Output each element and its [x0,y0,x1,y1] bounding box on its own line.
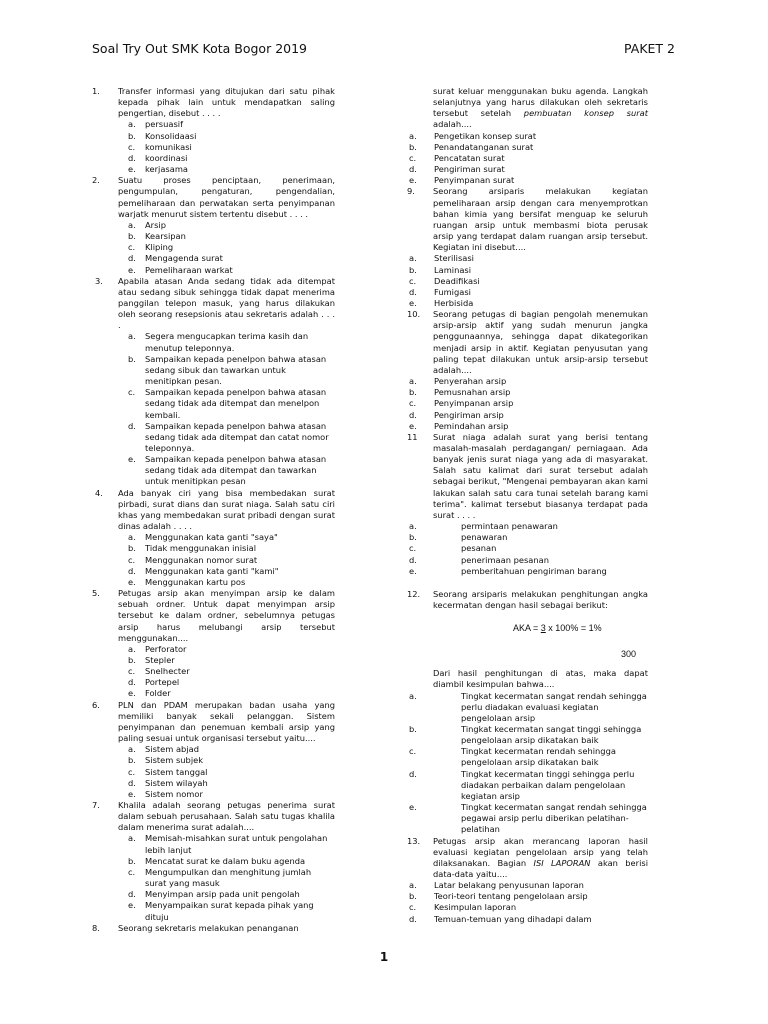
answer-option[interactable] [92,119,335,130]
option-letter: c. [128,141,136,152]
answer-option[interactable] [92,755,335,766]
answer-option[interactable] [407,880,648,891]
option-text: Deadifikasi [434,275,480,286]
question-12 [407,589,648,691]
right-column [407,86,648,925]
option-text: pesanan [461,543,497,554]
option-text: Pemindahan arsip [434,420,509,431]
option-letter: b. [128,353,136,364]
question-text-italic: pembuatan konsep surat [523,108,648,119]
question-13 [407,836,648,881]
option-text: Herbisida [434,297,474,308]
question-text: Surat niaga adalah surat yang berisi tentang masalah-masalah perdagangan/ perniagaan. Ada banyak jenis surat niaga yang ada di masyarakat. Salah satu kalimat dari surat tersebut adalah sebagai berikut, "Mengenai pembayaran akan kami lakukan salah satu cara tunai setelah barang kami terima". kalimat tersebut biasanya terdapat pada surat . . . . [433,431,648,520]
question-10 [407,309,648,376]
answer-option[interactable] [92,142,335,153]
answer-option[interactable] [407,421,648,432]
answer-options [92,744,335,800]
question-9 [407,186,648,253]
answer-option[interactable] [92,778,335,789]
option-text: Arsip [145,219,166,230]
answer-option[interactable] [407,265,648,276]
answer-options [92,833,335,922]
option-letter: e. [128,900,136,911]
option-text: komunikasi [145,141,192,152]
answer-options [92,644,335,700]
question-text: Seorang arsiparis melakukan penghitungan angka kecermatan dengan hasil sebagai berikut: [433,588,648,611]
answer-option[interactable] [92,164,335,175]
answer-option[interactable] [92,387,335,420]
option-text: Pemeliharaan warkat [145,264,233,275]
option-text: Sterilisasi [434,253,474,264]
right-questions [407,186,648,576]
option-letter: a. [409,880,417,891]
option-letter: a. [128,833,136,844]
question-text: Ada banyak ciri yang bisa membedakan surat pirbadi, surat dians dan surat niaga. Salah satu ciri khas yang membedakan surat pribadi dengan surat dinas adalah . . . . [118,487,335,532]
option-letter: d. [128,253,136,264]
option-text: Fumigasi [434,286,471,297]
option-text: Latar belakang penyusunan laporan [434,880,584,891]
option-text: Tingkat kecermatan tinggi sehingga perlu diadakan perbaikan dalam pengelolaan kegiatan arsip [461,768,635,801]
option-letter: b. [409,723,417,734]
answer-option[interactable] [92,265,335,276]
option-text: Mengumpulkan dan menghitung jumlah surat yang masuk [145,866,312,889]
option-text: Menggunakan kartu pos [145,576,246,587]
answer-option[interactable] [92,644,335,655]
answer-option[interactable] [407,376,648,387]
option-letter: a. [128,643,136,654]
option-letter: b. [128,231,136,242]
question-2 [92,175,335,220]
question-11 [407,432,648,521]
question-1 [92,86,335,119]
option-letter: a. [409,690,417,701]
question-text: PLN dan PDAM merupakan badan usaha yang memiliki banyak sekali pelanggan. Sistem penyimpanan dan penemuan kembali arsip yang paling sesuai untuk organisasi tersebut yaitu.... [118,699,335,744]
page-number: 1 [379,950,389,964]
answer-option[interactable] [407,902,648,913]
option-letter: e. [409,565,417,576]
option-text: Menyimpan arsip pada unit pengolah [145,889,300,900]
option-letter: e. [409,175,417,186]
answer-option[interactable] [92,532,335,543]
question-text: Seorang arsiparis melakukan kegiatan pemeliharaan arsip dengan cara menyemprotkan bahan kimia yang bersifat menguap ke seluruh ruangan arsip untuk membasmi biota perusak arsip yang terdapat dalam ruangan arsip tersebut. Kegiatan ini disebut.... [433,186,648,253]
option-letter: b. [128,130,136,141]
option-letter: c. [128,554,136,565]
answer-option[interactable] [92,220,335,231]
option-text: Kearsipan [145,231,186,242]
accuracy-formula [433,611,648,660]
option-text: kerjasama [145,164,188,175]
answer-option[interactable] [407,914,648,925]
question-number: 4. [95,487,103,498]
answer-option[interactable] [407,746,648,768]
option-text: Sistem tanggal [145,766,208,777]
option-letter: c. [128,242,136,253]
option-letter: d. [128,889,136,900]
option-text: Tingkat kecermatan sangat tinggi sehingga pengelolaan arsip dikatakan baik [461,723,642,746]
option-letter: b. [409,141,417,152]
option-letter: e. [409,297,417,308]
option-text: Kesimpulan laporan [434,902,517,913]
option-text: Menyampaikan surat kepada pihak yang dituju [145,900,314,922]
question-number: 9. [407,186,415,197]
answer-option[interactable] [92,242,335,253]
answer-options [92,220,335,276]
answer-option[interactable] [407,691,648,724]
question-text: adalah.... [433,119,472,130]
option-letter: a. [128,219,136,230]
option-text: Perforator [145,643,187,654]
answer-option[interactable] [407,253,648,264]
option-letter: d. [128,777,136,788]
answer-option[interactable] [407,769,648,802]
option-text: Sampaikan kepada penelpon bahwa atasan sedang sibuk dan tawarkan untuk menitipkan pesan. [145,353,327,387]
answer-option[interactable] [92,889,335,900]
option-text: Tingkat kecermatan sangat rendah sehingga perlu diadakan evaluasi kegiatan pengelolaan arsip [461,690,647,723]
option-text: Stepler [145,654,175,665]
option-text: Penyimpanan arsip [434,398,514,409]
question-3 [92,276,335,332]
answer-option[interactable] [407,287,648,298]
question-8 [92,923,335,934]
answer-option[interactable] [92,543,335,554]
question-number: 6. [92,699,100,710]
question-number: 5. [92,588,100,599]
question-number: 11 [407,431,418,442]
answer-option[interactable] [407,532,648,543]
formula-left: AKA = [513,623,541,634]
question-number: 2. [92,175,100,186]
option-letter: c. [128,666,136,677]
option-letter: d. [128,565,136,576]
option-letter: c. [409,275,417,286]
answer-option[interactable] [92,655,335,666]
answer-options [407,376,648,432]
answer-options [92,532,335,588]
option-letter: d. [409,286,417,297]
question-8-continuation [407,86,648,131]
answer-option[interactable] [92,253,335,264]
option-text: Tingkat kecermatan sangat rendah sehingga pegawai arsip perlu diberikan pelatihan-pelatihan [461,802,647,835]
answer-option[interactable] [407,298,648,309]
option-letter: b. [128,543,136,554]
answer-option[interactable] [92,231,335,242]
option-text: Menggunakan kata ganti "kami" [145,565,279,576]
option-text: Mengagenda surat [145,253,223,264]
answer-option[interactable] [407,153,648,164]
option-text: penawaran [461,532,508,543]
question-number: 7. [92,800,100,810]
option-letter: e. [128,164,136,175]
option-text: Pencatatan surat [434,152,505,163]
question-text-italic: ISI LAPORAN [533,857,591,868]
question-5 [92,588,335,644]
option-letter: b. [409,264,417,275]
option-text: Sampaikan kepada penelpon bahwa atasan sedang tidak ada ditempat dan tawarkan untuk menitipkan pesan [145,454,327,487]
question-text: Apabila atasan Anda sedang tidak ada ditempat atau sedang sibuk sehingga tidak dapat menerima panggilan telepon masuk, yang harus dilakukan oleh seorang resepsionis atau sekretaris adalah . . . . [118,275,335,331]
option-text: Menggunakan nomor surat [145,554,258,565]
answer-option[interactable] [92,566,335,577]
option-text: Memisah-misahkan surat untuk pengolahan lebih lanjut [145,833,328,855]
question-text: Transfer informasi yang ditujukan dari satu pihak kepada pihak lain untuk mendapatkan saling pengertian, disebut . . . . [118,86,335,119]
question-text: Suatu proses penciptaan, penerimaan, pengumpulan, pengaturan, pengendalian, pemeliharaan dan perwatakan serta penyimpanan warjatk menurut sistem tertentu disebut . . . . [118,175,335,219]
answer-options [407,131,648,187]
option-letter: c. [128,866,136,877]
option-text: persuasif [145,119,183,130]
answer-option[interactable] [407,543,648,554]
option-letter: c. [409,152,417,163]
answer-option[interactable] [92,833,335,855]
option-text: Sampaikan kepada penelpon bahwa atasan sedang tidak ada ditempat dan menelpon kembali. [145,387,327,420]
option-text: Snelhecter [145,666,190,677]
option-letter: a. [128,331,136,342]
answer-options [92,119,335,175]
answer-option[interactable] [92,900,335,922]
option-letter: d. [409,409,417,420]
answer-option[interactable] [92,688,335,699]
question-6 [92,700,335,745]
option-text: Sampaikan kepada penelpon bahwa atasan sedang tidak ada ditempat dan catat nomor teleponnya. [145,420,329,453]
option-letter: b. [128,755,136,766]
option-text: Folder [145,688,171,699]
option-text: Penyimpanan surat [434,175,515,186]
answer-option[interactable] [92,131,335,142]
formula-numerator: 3 [540,623,546,634]
question-4 [92,488,335,533]
question-number: 13. [407,835,421,846]
option-letter: a. [128,744,136,755]
question-text: surat keluar menggunakan buku agenda. Langkah selanjutnya yang harus dilakukan oleh sekretaris tersebut setelah [433,86,648,119]
answer-options [407,253,648,309]
answer-option[interactable] [92,454,335,487]
option-letter: d. [409,554,417,565]
option-letter: d. [128,677,136,688]
answer-option[interactable] [407,387,648,398]
option-letter: c. [409,543,417,554]
option-text: Portepel [145,677,180,688]
formula-right: x 100% = 1% [545,623,602,634]
answer-option[interactable] [407,891,648,902]
question-number: 1. [92,86,100,96]
option-text: Pemusnahan arsip [434,387,511,398]
answer-option[interactable] [92,867,335,889]
option-letter: e. [128,264,136,275]
option-letter: b. [409,891,417,902]
option-letter: d. [128,152,136,163]
question-number: 10. [407,309,421,320]
option-text: Temuan-temuan yang dihadapi dalam [434,913,592,924]
answer-option[interactable] [92,677,335,688]
option-letter: d. [409,913,417,924]
option-letter: b. [409,532,417,543]
option-text: Pengiriman surat [434,164,505,175]
question-followup: Dari hasil penghitungan di atas, maka dapat diambil kesimpulan bahwa.... [433,668,648,690]
answer-option[interactable] [407,142,648,153]
answer-option[interactable] [407,566,648,577]
option-letter: c. [128,766,136,777]
answer-option[interactable] [92,744,335,755]
option-text: Kliping [145,242,174,253]
answer-options [407,880,648,925]
option-text: Sistem nomor [145,788,203,799]
option-letter: d. [128,420,136,431]
question-7 [92,800,335,833]
answer-option[interactable] [92,856,335,867]
option-text: Mencatat surat ke dalam buku agenda [145,855,306,866]
option-letter: c. [128,387,136,398]
answer-options [407,691,648,836]
option-letter: e. [128,576,136,587]
option-letter: b. [128,654,136,665]
answer-options [407,521,648,577]
option-letter: a. [409,521,417,532]
answer-options [92,331,335,487]
option-text: Sistem subjek [145,755,204,766]
option-text: Sistem abjad [145,744,199,755]
answer-option[interactable] [92,153,335,164]
option-letter: e. [128,688,136,699]
option-text: Penandatanganan surat [434,141,534,152]
question-text: Seorang petugas di bagian pengolah menemukan arsip-arsip aktif yang sudah menurun jangka penggunaannya, sehingga dapat dikategorikan menjadi arsip in aktif. Kegiatan penyusutan yang paling tepat dilakukan untuk arsip-arsip tersebut adalah.... [433,309,648,375]
formula-denominator: 300 [621,649,637,660]
option-letter: a. [409,130,417,141]
option-text: koordinasi [145,152,188,163]
option-text: Laminasi [434,264,472,275]
option-letter: c. [409,746,417,757]
option-text: Penyerahan arsip [434,376,507,387]
option-text: Teori-teori tentang pengelolaan arsip [434,891,588,902]
answer-option[interactable] [407,175,648,186]
answer-option[interactable] [92,331,335,353]
answer-option[interactable] [407,555,648,566]
question-number: 12. [407,588,421,599]
left-column [92,86,335,934]
option-letter: b. [409,387,417,398]
answer-option[interactable] [407,276,648,287]
answer-option[interactable] [407,521,648,532]
answer-option[interactable] [92,577,335,588]
option-text: Segera mengucapkan terima kasih dan menutup teleponnya. [145,331,309,353]
answer-option[interactable] [92,666,335,677]
option-text: Pengetikan konsep surat [434,130,537,141]
option-letter: c. [409,902,417,913]
answer-option[interactable] [407,802,648,835]
option-letter: e. [409,420,417,431]
option-text: Konsolidaasi [145,130,197,141]
answer-option[interactable] [92,555,335,566]
answer-option[interactable] [92,789,335,800]
question-number: 8. [92,922,100,933]
option-letter: a. [409,376,417,387]
option-text: Menggunakan kata ganti "saya" [145,532,278,543]
answer-option[interactable] [92,354,335,387]
answer-option[interactable] [407,410,648,421]
option-letter: e. [409,802,417,813]
answer-option[interactable] [407,164,648,175]
option-letter: d. [409,164,417,175]
option-letter: c. [409,398,417,409]
option-letter: a. [128,532,136,543]
option-text: Tingkat kecermatan rendah sehingga pengelolaan arsip dikatakan baik [461,746,616,768]
question-text: akan berisi data-data yaitu.... [433,857,648,879]
question-number: 3. [95,275,103,286]
document-title: Soal Try Out SMK Kota Bogor 2019 [92,41,308,56]
answer-option[interactable] [407,131,648,142]
option-text: Sistem wilayah [145,777,208,788]
answer-option[interactable] [407,724,648,746]
package-label: PAKET 2 [624,41,675,56]
option-text: Tidak menggunakan inisial [145,543,257,554]
option-letter: e. [128,788,136,799]
option-letter: a. [409,253,417,264]
question-text: Khalila adalah seorang petugas penerima surat dalam sebuah perusahaan. Salah satu tugas khalila dalam menerima surat adalah.... [118,800,335,833]
option-letter: d. [409,768,417,779]
question-text: Petugas arsip akan menyimpan arsip ke dalam sebuah ordner. Untuk dapat menyimpan arsip tersebut ke dalam ordner, sebelumnya petugas arsip harus melubangi arsip tersebut menggunakan.... [118,588,335,643]
question-text: Petugas arsip akan merancang laporan hasil evaluasi kegiatan pengelolaan arsip yang telah dilaksanakan. Bagian [433,835,648,868]
option-text: pemberitahuan pengiriman barang [461,565,607,576]
answer-option[interactable] [407,398,648,409]
question-text: Seorang sekretaris melakukan penanganan [118,922,299,933]
option-letter: b. [128,855,136,866]
option-text: permintaan penawaran [461,521,558,532]
option-letter: e. [128,454,136,465]
option-text: penerimaan pesanan [461,554,549,565]
answer-option[interactable] [92,767,335,778]
answer-option[interactable] [92,421,335,454]
option-letter: a. [128,119,136,130]
option-text: Pengiriman arsip [434,409,504,420]
